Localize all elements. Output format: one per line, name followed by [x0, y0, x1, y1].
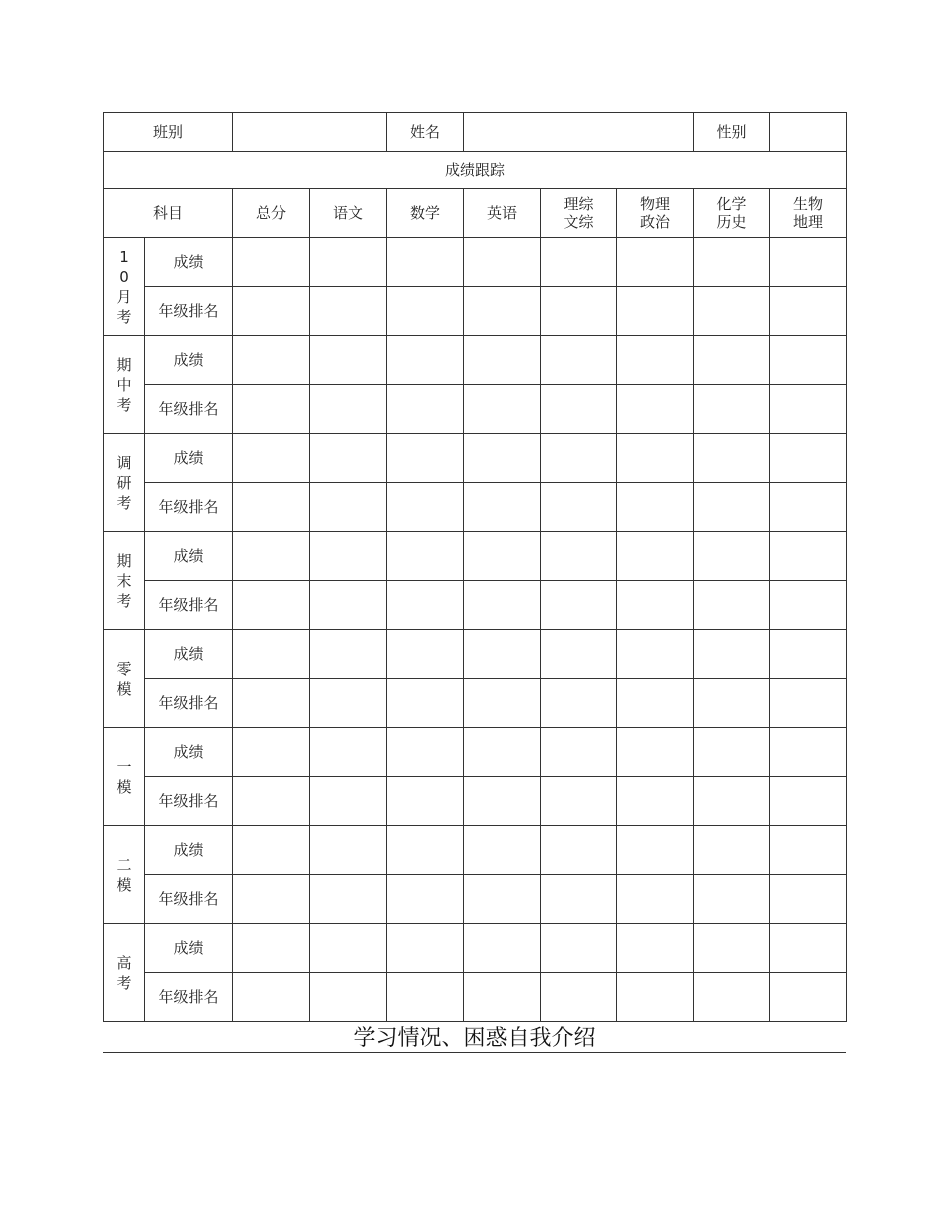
subject-header-cell — [387, 189, 464, 238]
rank-cell[interactable] — [310, 973, 387, 1022]
score-row — [104, 826, 847, 875]
rank-cell[interactable] — [464, 973, 541, 1022]
rank-cell[interactable] — [770, 287, 847, 336]
rank-cell[interactable] — [387, 679, 464, 728]
rank-cell[interactable] — [233, 875, 310, 924]
score-cell[interactable] — [617, 238, 694, 287]
subject-label: 物理 — [640, 195, 671, 213]
score-cell[interactable] — [464, 728, 541, 777]
section-title: 学习情况、困惑自我介绍 — [103, 1024, 846, 1053]
rank-cell[interactable] — [694, 483, 770, 532]
score-cell[interactable] — [464, 434, 541, 483]
score-cell[interactable] — [233, 924, 310, 973]
rank-cell[interactable] — [387, 385, 464, 434]
rank-row — [104, 679, 847, 728]
gender-label: 性别 — [694, 113, 770, 152]
subject-header: 科目 — [104, 189, 233, 238]
rank-cell[interactable] — [541, 777, 617, 826]
score-cell[interactable] — [617, 826, 694, 875]
score-cell[interactable] — [387, 336, 464, 385]
rank-cell[interactable] — [617, 287, 694, 336]
rank-cell[interactable] — [770, 581, 847, 630]
rank-cell[interactable] — [541, 679, 617, 728]
score-cell[interactable] — [770, 434, 847, 483]
score-label: 成绩 — [145, 434, 233, 483]
subject-label: 总分 — [256, 204, 287, 222]
exam-name: 期中考 — [116, 355, 132, 414]
score-row — [104, 728, 847, 777]
subject-label: 化学 — [716, 195, 747, 213]
score-cell[interactable] — [694, 826, 770, 875]
score-cell[interactable] — [233, 630, 310, 679]
subject-header-cell — [617, 189, 694, 238]
score-cell[interactable] — [694, 532, 770, 581]
score-cell[interactable] — [617, 924, 694, 973]
exam-label-cell — [104, 434, 145, 532]
name-label: 姓名 — [387, 113, 464, 152]
exam-label-cell — [104, 238, 145, 336]
subject-header-cell — [310, 189, 387, 238]
exam-label-cell — [104, 826, 145, 924]
score-cell[interactable] — [464, 532, 541, 581]
score-cell[interactable] — [770, 532, 847, 581]
rank-cell[interactable] — [310, 581, 387, 630]
score-cell[interactable] — [694, 238, 770, 287]
rank-label: 年级排名 — [145, 483, 233, 532]
score-row — [104, 924, 847, 973]
rank-cell[interactable] — [541, 483, 617, 532]
rank-cell[interactable] — [310, 483, 387, 532]
rank-cell[interactable] — [233, 679, 310, 728]
score-cell[interactable] — [387, 238, 464, 287]
rank-cell[interactable] — [464, 581, 541, 630]
subject-label-alt: 地理 — [793, 213, 824, 231]
rank-row — [104, 777, 847, 826]
score-cell[interactable] — [541, 532, 617, 581]
score-cell[interactable] — [387, 532, 464, 581]
rank-cell[interactable] — [617, 581, 694, 630]
score-cell[interactable] — [541, 238, 617, 287]
score-cell[interactable] — [541, 728, 617, 777]
score-label: 成绩 — [145, 826, 233, 875]
score-cell[interactable] — [310, 238, 387, 287]
rank-cell[interactable] — [464, 385, 541, 434]
rank-row — [104, 581, 847, 630]
subject-header-cell — [464, 189, 541, 238]
score-cell[interactable] — [617, 532, 694, 581]
rank-cell[interactable] — [770, 679, 847, 728]
score-cell[interactable] — [770, 630, 847, 679]
subject-label: 理综 — [563, 195, 594, 213]
gender-field[interactable] — [770, 113, 847, 152]
rank-cell[interactable] — [694, 385, 770, 434]
score-cell[interactable] — [233, 336, 310, 385]
score-cell[interactable] — [233, 728, 310, 777]
table-title-row — [104, 152, 847, 189]
exam-name: 高考 — [116, 953, 132, 992]
rank-cell[interactable] — [233, 385, 310, 434]
rank-cell[interactable] — [310, 875, 387, 924]
rank-cell[interactable] — [694, 973, 770, 1022]
score-cell[interactable] — [694, 630, 770, 679]
score-cell[interactable] — [770, 924, 847, 973]
rank-label: 年级排名 — [145, 875, 233, 924]
exam-name: 期末考 — [116, 551, 132, 610]
student-info-row — [104, 113, 847, 152]
score-cell[interactable] — [617, 630, 694, 679]
rank-cell[interactable] — [694, 287, 770, 336]
score-cell[interactable] — [233, 826, 310, 875]
exam-label-cell — [104, 924, 145, 1022]
subject-header-cell — [541, 189, 617, 238]
rank-cell[interactable] — [770, 875, 847, 924]
score-cell[interactable] — [464, 630, 541, 679]
exam-name: 一模 — [116, 757, 132, 796]
exam-label-cell — [104, 532, 145, 630]
class-field[interactable] — [233, 113, 387, 152]
class-label: 班别 — [104, 113, 233, 152]
rank-label: 年级排名 — [145, 581, 233, 630]
rank-label: 年级排名 — [145, 679, 233, 728]
score-label: 成绩 — [145, 532, 233, 581]
rank-row — [104, 973, 847, 1022]
exam-name: 调研考 — [116, 453, 132, 512]
rank-cell[interactable] — [464, 777, 541, 826]
score-cell[interactable] — [387, 728, 464, 777]
score-row — [104, 238, 847, 287]
score-cell[interactable] — [464, 924, 541, 973]
score-cell[interactable] — [387, 434, 464, 483]
score-cell[interactable] — [310, 434, 387, 483]
rank-cell[interactable] — [310, 679, 387, 728]
score-cell[interactable] — [310, 924, 387, 973]
score-cell[interactable] — [770, 238, 847, 287]
rank-row — [104, 385, 847, 434]
subject-label: 数学 — [410, 204, 441, 222]
rank-cell[interactable] — [541, 581, 617, 630]
rank-cell[interactable] — [387, 875, 464, 924]
rank-cell[interactable] — [233, 483, 310, 532]
rank-cell[interactable] — [464, 875, 541, 924]
rank-row — [104, 483, 847, 532]
rank-cell[interactable] — [617, 777, 694, 826]
score-cell[interactable] — [770, 728, 847, 777]
score-cell[interactable] — [617, 336, 694, 385]
score-tracking-sheet — [103, 112, 846, 1022]
rank-row — [104, 875, 847, 924]
rank-cell[interactable] — [694, 581, 770, 630]
rank-cell[interactable] — [464, 287, 541, 336]
subject-label: 英语 — [487, 204, 518, 222]
score-row — [104, 532, 847, 581]
score-row — [104, 336, 847, 385]
score-cell[interactable] — [541, 336, 617, 385]
subject-header-row — [104, 189, 847, 238]
exam-name: 10月考 — [116, 247, 132, 326]
score-label: 成绩 — [145, 630, 233, 679]
score-row — [104, 434, 847, 483]
score-cell[interactable] — [694, 924, 770, 973]
rank-cell[interactable] — [464, 483, 541, 532]
rank-cell[interactable] — [541, 385, 617, 434]
rank-label: 年级排名 — [145, 777, 233, 826]
rank-cell[interactable] — [387, 973, 464, 1022]
exam-label-cell — [104, 336, 145, 434]
rank-cell[interactable] — [694, 777, 770, 826]
score-label: 成绩 — [145, 728, 233, 777]
rank-cell[interactable] — [310, 385, 387, 434]
score-cell[interactable] — [694, 728, 770, 777]
score-cell[interactable] — [310, 336, 387, 385]
score-cell[interactable] — [770, 826, 847, 875]
rank-cell[interactable] — [617, 385, 694, 434]
rank-cell[interactable] — [770, 385, 847, 434]
rank-cell[interactable] — [233, 287, 310, 336]
exam-label-cell — [104, 728, 145, 826]
rank-label: 年级排名 — [145, 973, 233, 1022]
subject-header-cell — [233, 189, 310, 238]
rank-cell[interactable] — [617, 679, 694, 728]
score-cell[interactable] — [541, 434, 617, 483]
score-label: 成绩 — [145, 238, 233, 287]
rank-cell[interactable] — [387, 483, 464, 532]
rank-cell[interactable] — [617, 875, 694, 924]
rank-cell[interactable] — [310, 287, 387, 336]
score-label: 成绩 — [145, 336, 233, 385]
rank-cell[interactable] — [770, 483, 847, 532]
score-cell[interactable] — [387, 924, 464, 973]
score-cell[interactable] — [617, 434, 694, 483]
subject-header-cell — [694, 189, 770, 238]
rank-cell[interactable] — [541, 973, 617, 1022]
rank-cell[interactable] — [770, 777, 847, 826]
score-cell[interactable] — [310, 826, 387, 875]
rank-cell[interactable] — [541, 287, 617, 336]
rank-cell[interactable] — [541, 875, 617, 924]
exam-name: 二模 — [116, 855, 132, 894]
score-cell[interactable] — [694, 434, 770, 483]
rank-cell[interactable] — [233, 581, 310, 630]
rank-cell[interactable] — [233, 777, 310, 826]
rank-label: 年级排名 — [145, 385, 233, 434]
rank-row — [104, 287, 847, 336]
rank-cell[interactable] — [770, 973, 847, 1022]
score-cell[interactable] — [387, 630, 464, 679]
rank-cell[interactable] — [464, 679, 541, 728]
rank-label: 年级排名 — [145, 287, 233, 336]
score-cell[interactable] — [464, 826, 541, 875]
score-cell[interactable] — [233, 532, 310, 581]
subject-header-cell — [770, 189, 847, 238]
rank-cell[interactable] — [233, 973, 310, 1022]
subject-label-alt: 政治 — [640, 213, 671, 231]
exam-label-cell — [104, 630, 145, 728]
subject-label-alt: 历史 — [716, 213, 747, 231]
subject-label: 生物 — [793, 195, 824, 213]
rank-cell[interactable] — [617, 973, 694, 1022]
exam-name: 零模 — [116, 659, 132, 698]
subject-label-alt: 文综 — [563, 213, 594, 231]
score-cell[interactable] — [464, 336, 541, 385]
score-cell[interactable] — [694, 336, 770, 385]
score-row — [104, 630, 847, 679]
score-cell[interactable] — [464, 238, 541, 287]
rank-cell[interactable] — [387, 581, 464, 630]
score-cell[interactable] — [541, 630, 617, 679]
rank-cell[interactable] — [387, 287, 464, 336]
score-table — [103, 112, 847, 1022]
score-cell[interactable] — [541, 826, 617, 875]
name-field[interactable] — [464, 113, 694, 152]
score-cell[interactable] — [233, 238, 310, 287]
score-cell[interactable] — [770, 336, 847, 385]
score-cell[interactable] — [310, 630, 387, 679]
rank-cell[interactable] — [694, 875, 770, 924]
subject-label: 语文 — [333, 204, 364, 222]
score-cell[interactable] — [310, 728, 387, 777]
score-cell[interactable] — [387, 826, 464, 875]
score-label: 成绩 — [145, 924, 233, 973]
rank-cell[interactable] — [310, 777, 387, 826]
table-title: 成绩跟踪 — [104, 152, 847, 189]
score-cell[interactable] — [233, 434, 310, 483]
rank-cell[interactable] — [387, 777, 464, 826]
score-cell[interactable] — [310, 532, 387, 581]
rank-cell[interactable] — [694, 679, 770, 728]
score-cell[interactable] — [541, 924, 617, 973]
rank-cell[interactable] — [617, 483, 694, 532]
score-cell[interactable] — [617, 728, 694, 777]
